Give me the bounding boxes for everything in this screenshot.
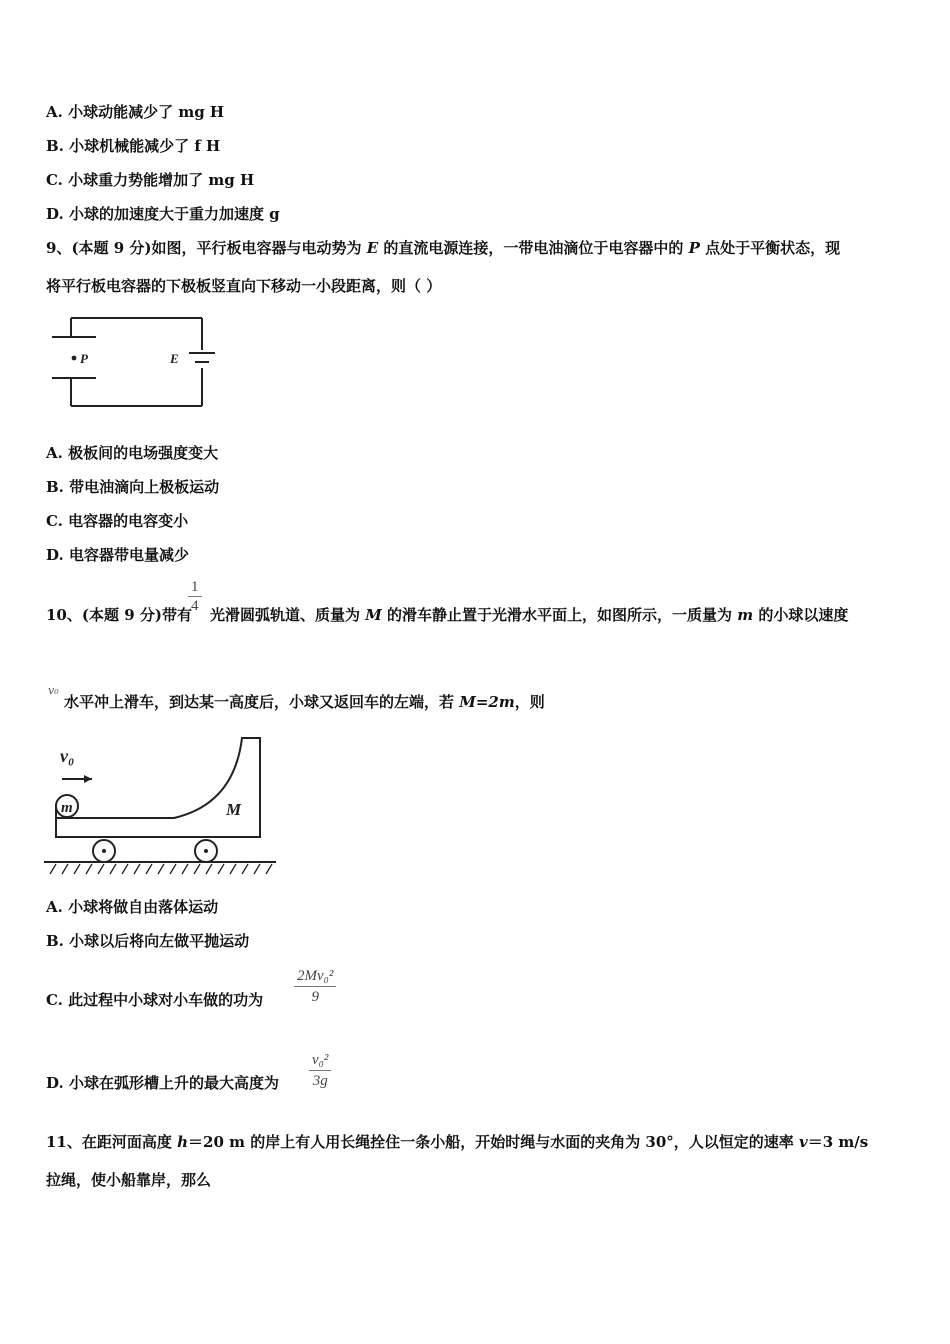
q10-option-d-fraction: $\frac{\text{v₀²}}{3g}$ (309, 1050, 331, 1091)
q10-stem-line2: 水平冲上滑车，到达某一高度后，小球又返回车的左端，若 M=2m，则 (64, 693, 545, 711)
q8-option-b: B. 小球机械能减少了 f H (46, 137, 221, 155)
q11-stem-line2: 拉绳，使小船靠岸，那么 (46, 1171, 212, 1189)
q10-label-M: M (226, 800, 242, 819)
q9-label-e: E (170, 351, 179, 366)
q10-option-b: B. 小球以后将向左做平抛运动 (46, 932, 250, 950)
q9-stem-line1: 9、(本题 9 分)如图，平行板电容器与电动势为 E 的直流电源连接，一带电油滴位于电容器中的 P 点处于平衡状态，现 (46, 239, 841, 257)
q10-v0-symbol: v₀ (48, 684, 59, 697)
q9-label-p: P (80, 351, 88, 366)
q9-option-d: D. 电容器带电量减少 (46, 546, 189, 564)
q9-option-b: B. 带电油滴向上极板运动 (46, 478, 220, 496)
q10-fraction-quarter: $\frac{1}{4}$ (188, 578, 202, 615)
q9-option-a: A. 极板间的电场强度变大 (46, 444, 219, 462)
q10-label-m: m (61, 800, 73, 816)
q10-option-a: A. 小球将做自由落体运动 (46, 898, 219, 916)
q9-option-c: C. 电容器的电容变小 (46, 512, 189, 530)
q8-option-d: D. 小球的加速度大于重力加速度 g (46, 205, 280, 223)
q10-stem-line1: 10、(本题 9 分)带有 光滑圆弧轨道、质量为 M 的滑车静止置于光滑水平面上，如图所示，一质量为 m 的小球以速度 (46, 606, 849, 624)
q11-stem-line1: 11、在距河面高度 h＝20 m 的岸上有人用长绳拴住一条小船，开始时绳与水面的夹角为 30°，人以恒定的速率 v＝3 m/s (46, 1133, 869, 1151)
q9-capacitor-circuit-figure (46, 312, 221, 412)
q8-option-a: A. 小球动能减少了 mg H (46, 103, 225, 121)
q9-stem-line2: 将平行板电容器的下极板竖直向下移动一小段距离，则（ ） (46, 277, 442, 295)
q10-label-v0: v₀ (60, 746, 75, 766)
q8-option-c: C. 小球重力势能增加了 mg H (46, 171, 255, 189)
q10-option-c-fraction: $\frac{\text{2Mv₀²}}{9}$ (294, 966, 336, 1007)
q10-option-c: C. 此过程中小球对小车做的功为 (46, 991, 264, 1009)
q10-option-d: D. 小球在弧形槽上升的最大高度为 (46, 1074, 279, 1092)
q10-cart-figure (44, 734, 280, 880)
